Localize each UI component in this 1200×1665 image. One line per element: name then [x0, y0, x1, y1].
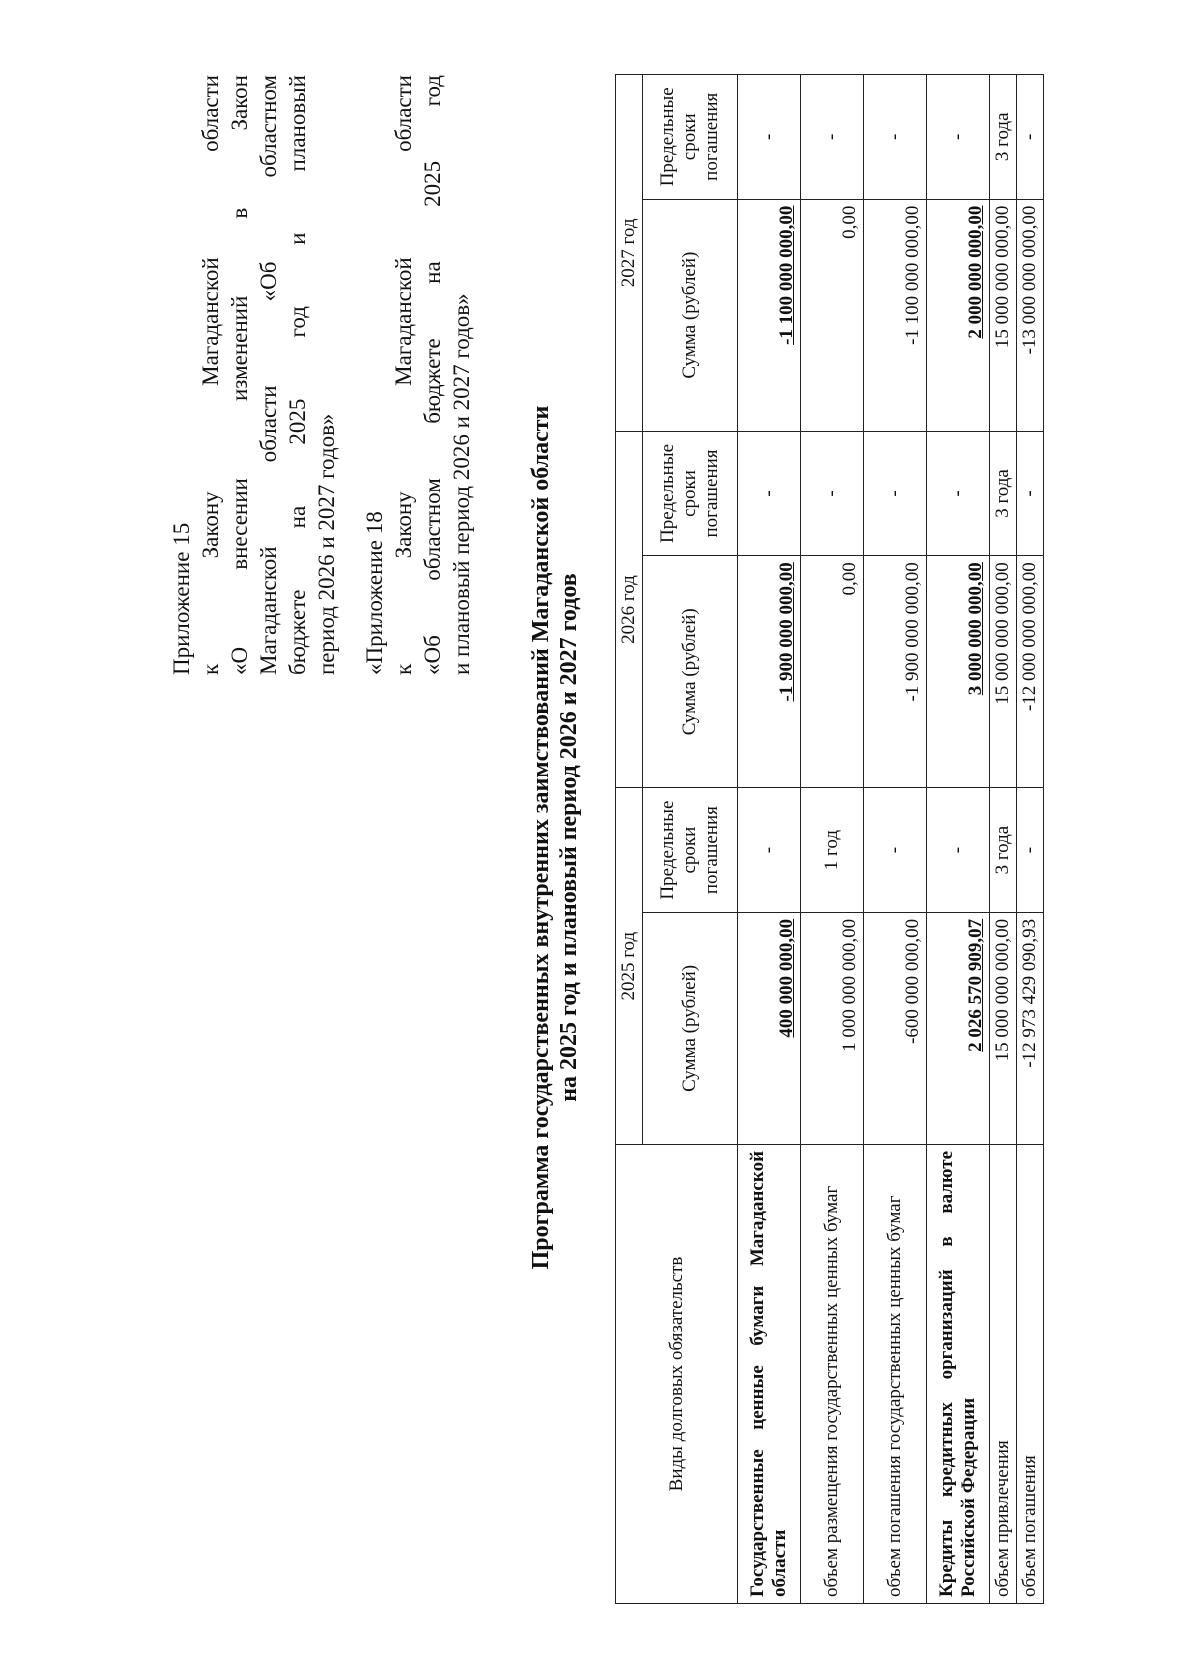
appendix-18-line: к Закону Магаданской области	[391, 75, 416, 675]
appendix-18-line: «Приложение 18	[362, 511, 387, 675]
document-title	[527, 65, 583, 1610]
header-term: Предельные сроки погашения	[643, 431, 738, 556]
row-debt-type: Государственные ценные бумаги Магаданской области	[738, 1144, 801, 1603]
cell-sum-value: -1 900 000 000,00	[776, 562, 797, 702]
cell-sum	[927, 199, 990, 431]
header-year-2027: 2027 год	[616, 75, 643, 432]
cell-sum: 0,00	[801, 199, 864, 431]
cell-term: 1 год	[801, 788, 864, 913]
cell-term: -	[864, 788, 927, 913]
row-debt-type: объем погашения государственных ценных бумаг	[864, 1144, 927, 1603]
cell-term: -	[738, 431, 801, 556]
document-title-line-2: на 2025 год и плановый период 2026 и 2027 годов	[556, 573, 582, 1102]
cell-sum-value: 2 026 570 909,07	[965, 918, 986, 1052]
cell-term: -	[738, 75, 801, 200]
appendix-15-line: бюджете на 2025 год и плановый	[285, 75, 310, 675]
rotated-sheet	[155, 65, 1055, 1610]
cell-term: -	[1017, 788, 1044, 913]
header-year-2025: 2025 год	[616, 788, 643, 1145]
header-term: Предельные сроки погашения	[643, 788, 738, 913]
table-header-row	[616, 75, 643, 1604]
cell-term: -	[864, 431, 927, 556]
cell-sum: 15 000 000 000,00	[990, 556, 1017, 788]
row-debt-type: объем погашения	[1017, 1144, 1044, 1603]
appendix-15-line: период 2026 и 2027 годов»	[314, 413, 339, 675]
row-debt-type: объем размещения государственных ценных бумаг	[801, 1144, 864, 1603]
header-sum: Сумма (рублей)	[643, 199, 738, 431]
cell-sum-value: 2 000 000 000,00	[965, 205, 986, 339]
cell-term: -	[738, 788, 801, 913]
cell-term: -	[1017, 75, 1044, 200]
cell-sum: -1 900 000 000,00	[864, 556, 927, 788]
cell-term: 3 года	[990, 788, 1017, 913]
cell-term: -	[927, 75, 990, 200]
borrowing-program-table	[615, 74, 1044, 1604]
cell-term: 3 года	[990, 431, 1017, 556]
cell-sum: -12 000 000 000,00	[1017, 556, 1044, 788]
cell-sum: -13 000 000 000,00	[1017, 199, 1044, 431]
table-row	[990, 75, 1017, 1604]
header-sum: Сумма (рублей)	[643, 912, 738, 1144]
cell-sum	[927, 556, 990, 788]
cell-sum: 15 000 000 000,00	[990, 912, 1017, 1144]
table-row	[738, 75, 801, 1604]
cell-term: -	[927, 788, 990, 913]
appendix-15-heading	[167, 75, 341, 675]
cell-sum: -12 973 429 090,93	[1017, 912, 1044, 1144]
cell-term: 3 года	[990, 75, 1017, 200]
appendix-15-line: к Закону Магаданской области	[198, 75, 223, 675]
cell-sum: 0,00	[801, 556, 864, 788]
cell-term: -	[927, 431, 990, 556]
appendix-18-line: «Об областном бюджете на 2025 год	[420, 75, 445, 675]
cell-sum-value: 3 000 000 000,00	[965, 562, 986, 696]
document-title-line-1: Программа государственных внутренних заимствований Магаданской области	[528, 405, 554, 1270]
appendix-15-line: «О внесении изменений в Закон	[227, 75, 252, 675]
appendix-15-line: Магаданской области «Об областном	[256, 75, 281, 675]
cell-sum	[738, 912, 801, 1144]
cell-sum: 15 000 000 000,00	[990, 199, 1017, 431]
cell-sum	[927, 912, 990, 1144]
cell-term: -	[801, 75, 864, 200]
cell-sum: 1 000 000 000,00	[801, 912, 864, 1144]
cell-sum	[738, 199, 801, 431]
table-row	[864, 75, 927, 1604]
appendix-15-line: Приложение 15	[169, 522, 194, 675]
table-row	[1017, 75, 1044, 1604]
table-row	[801, 75, 864, 1604]
cell-term: -	[801, 431, 864, 556]
cell-term: -	[864, 75, 927, 200]
row-debt-type: объем привлечения	[990, 1144, 1017, 1603]
cell-sum-value: 400 000 000,00	[776, 918, 797, 1038]
table-row	[927, 75, 990, 1604]
row-debt-type: Кредиты кредитных организаций в валюте Российской Федерации	[927, 1144, 990, 1603]
cell-sum-value: -1 100 000 000,00	[776, 205, 797, 345]
header-debt-type: Виды долговых обязательств	[616, 1144, 738, 1603]
header-term: Предельные сроки погашения	[643, 75, 738, 200]
appendix-18-heading	[360, 75, 476, 675]
cell-sum: -600 000 000,00	[864, 912, 927, 1144]
cell-sum: -1 100 000 000,00	[864, 199, 927, 431]
cell-sum	[738, 556, 801, 788]
header-sum: Сумма (рублей)	[643, 556, 738, 788]
cell-term: -	[1017, 431, 1044, 556]
header-year-2026: 2026 год	[616, 431, 643, 788]
appendix-18-line: и плановый период 2026 и 2027 годов»	[449, 293, 474, 675]
